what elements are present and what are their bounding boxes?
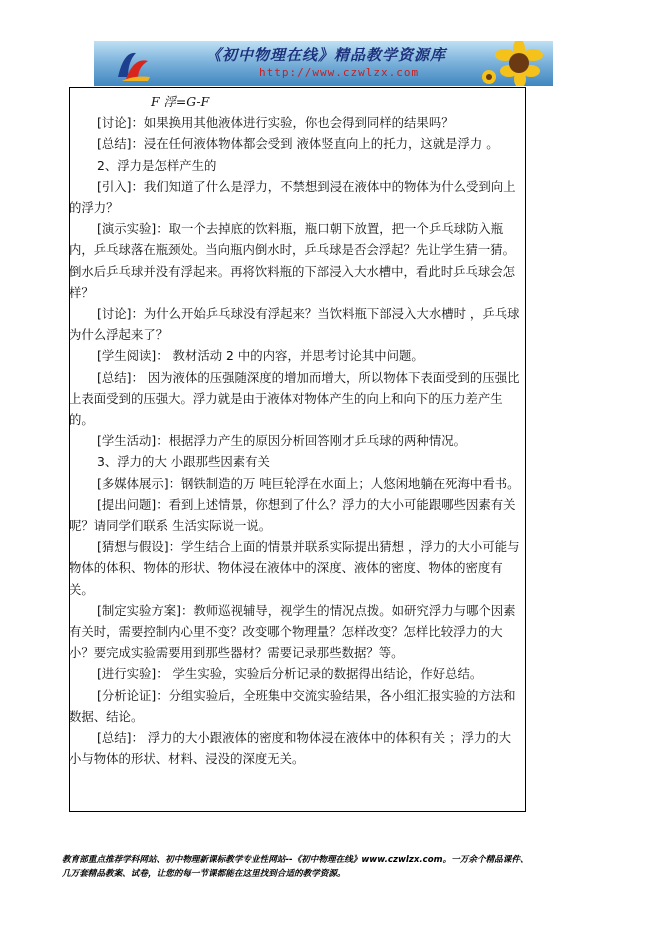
paragraph: [总结]：浸在任何液体物体都会受到 液体竖直向上的托力，这就是浮力 。 bbox=[97, 136, 499, 152]
footer-line: 几万套精品教案、试卷，让您的每一节课都能在这里找到合适的教学资源。 bbox=[62, 869, 346, 879]
banner-title: 《初中物理在线》精品教学资源库 bbox=[206, 46, 447, 64]
paragraph: [多媒体展示]：钢铁制造的万 吨巨轮浮在水面上；人悠闲地躺在死海中看书。 bbox=[97, 475, 520, 491]
section-heading: 3、浮力的大 小跟那些因素有关 bbox=[97, 454, 270, 470]
paragraph: [讨论]：为什么开始乒乓球没有浮起来？当饮料瓶下部浸入大水槽时 ，乒乓球为什么浮起来了？ bbox=[69, 306, 520, 343]
footer bbox=[62, 853, 602, 881]
paragraph: [进行实验]： 学生实验，实验后分析记录的数据得出结论，作好总结。 bbox=[97, 666, 483, 682]
paragraph: [分析论证]：分组实验后，全班集中交流实验结果，各小组汇报实验的方法和数据、结论。 bbox=[69, 687, 516, 724]
header-banner bbox=[94, 41, 553, 86]
paragraph: [演示实验]：取一个去掉底的饮料瓶，瓶口朝下放置，把一个乒乓球防入瓶内，乒乓球落在瓶颈处。当向瓶内倒水时，乒乓球是否会浮起？先让学生猜一猜。倒水后乒乓球并没有浮起来。再将饮料瓶的下部浸入大水槽中，看此时乒乓球会怎样？ bbox=[69, 221, 516, 300]
paragraph: [学生阅读]： 教材活动 2 中的内容，并思考讨论其中问题。 bbox=[97, 348, 424, 364]
paragraph: [猜想与假设]：学生结合上面的情景并联系实际提出猜想 ，浮力的大小可能与物体的体积、物体的形状、物体浸在液体中的深度、液体的密度、物体的密度有关。 bbox=[69, 539, 520, 597]
paragraph: [总结]： 因为液体的压强随深度的增加而增大，所以物体下表面受到的压强比上表面受到的压强大。浮力就是由于液体对物体产生的向上和向下的压力差产生的。 bbox=[69, 369, 520, 428]
lesson-content bbox=[69, 91, 522, 770]
site-logo-icon bbox=[114, 47, 152, 83]
formula: F 浮=G-F bbox=[151, 94, 210, 109]
paragraph: [引入]：我们知道了什么是浮力，不禁想到浸在液体中的物体为什么受到向上的浮力？ bbox=[69, 178, 516, 216]
paragraph: [制定实验方案]：教师巡视辅导，视学生的情况点拨。如研究浮力与哪个因素有关时，需要控制内心里不变？改变哪个物理量？怎样改变？怎样比较浮力的大小？要完成实验需要用到那些器材？需要记录那些数据？等。 bbox=[69, 602, 516, 661]
paragraph: [讨论]：如果换用其他液体进行实验，你也会得到同样的结果吗？ bbox=[97, 115, 454, 131]
footer-line: 教育部重点推荐学科网站、初中物理新课标教学专业性网站--《初中物理在线》www.czwlzx.com。一万余个精品课件、 bbox=[62, 855, 529, 865]
banner-url[interactable]: http://www.czwlzx.com bbox=[259, 66, 420, 79]
sunflower-icon bbox=[479, 41, 549, 86]
section-heading: 2、浮力是怎样产生的 bbox=[97, 157, 217, 173]
paragraph: [提出问题]：看到上述情景，你想到了什么？浮力的大小可能跟哪些因素有关呢？请同学们联系 生活实际说一说。 bbox=[69, 496, 516, 534]
paragraph: [学生活动]：根据浮力产生的原因分析回答刚才乒乓球的两种情况。 bbox=[97, 433, 466, 449]
paragraph: [总结]： 浮力的大小跟液体的密度和物体浸在液体中的体积有关 ；浮力的大小与物体的形状、材料、浸没的深度无关。 bbox=[69, 730, 512, 767]
